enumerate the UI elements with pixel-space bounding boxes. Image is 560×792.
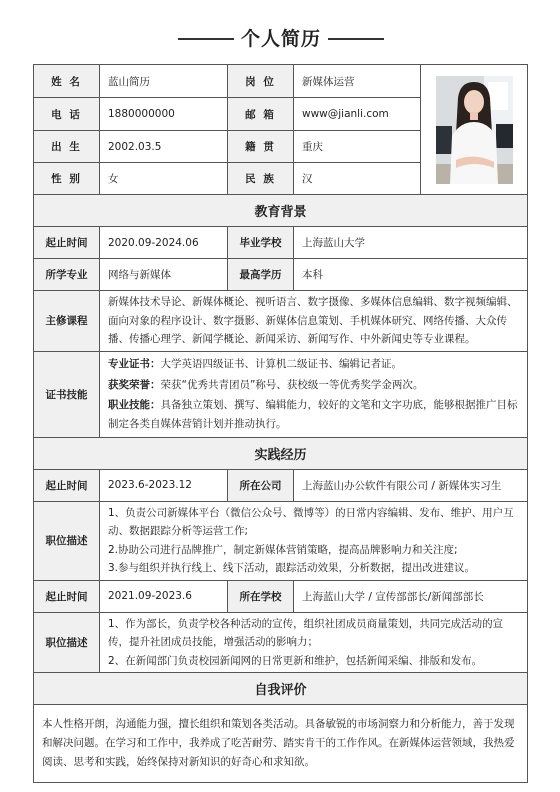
practice-section-title: 实践经历 (34, 437, 528, 469)
origin-label: 籍 贯 (228, 131, 294, 163)
gender-label: 性 别 (34, 163, 100, 195)
honor-title: 获奖荣誉： (108, 378, 161, 391)
practice-2-period-value: 2021.09-2023.6 (100, 580, 228, 612)
practice-2-org-label: 所在学校 (228, 580, 294, 612)
practice-1-period-label: 起止时间 (34, 469, 100, 501)
row-self-eval (34, 705, 528, 783)
phone-label: 电 话 (34, 98, 100, 131)
ability-title: 职业技能： (108, 399, 161, 411)
courses-cell (100, 291, 528, 352)
cert-text: 大学英语四级证书、计算机二级证书、编辑记者证。 (160, 358, 402, 370)
email-value: www@jianli.com (294, 98, 421, 131)
school-value: 上海蓝山大学 (294, 227, 528, 259)
profile-photo (436, 76, 513, 184)
cert-title: 专业证书： (108, 358, 161, 370)
phone-value: 1880000000 (100, 98, 228, 131)
row-practice-1-period (34, 469, 528, 501)
practice-2-line-1: 1、作为部长，负责学校各种活动的宣传，组织社团成员商量策划，共同完成活动的宣传，提升社团成员技能，增强活动的影响力； (108, 617, 504, 648)
skills-label: 证书技能 (34, 351, 100, 437)
row-edu-period (34, 227, 528, 259)
profile-photo-cell (421, 65, 528, 195)
row-practice-1-desc (34, 501, 528, 580)
gender-value: 女 (100, 163, 228, 195)
practice-1-period-value: 2023.6-2023.12 (100, 469, 228, 501)
birth-value: 2002.03.5 (100, 131, 228, 163)
practice-1-org-label: 所在公司 (228, 469, 294, 501)
name-label: 姓 名 (34, 65, 100, 98)
honor-text: 荣获“优秀共青团员”称号、获校级一等优秀奖学金两次。 (160, 378, 424, 391)
position-value: 新媒体运营 (294, 65, 421, 98)
courses-text: 新媒体技术导论、新媒体概论、视听语言、数字摄像、多媒体信息编辑、数字视频编辑、面向对象的程序设计、数字摄影、新媒体信息策划、手机媒体研究、网络传播、大众传播、传播心理学、新闻学概论、新闻采访、新闻写作、中外新闻史等专业课程。 (108, 296, 518, 345)
practice-section-row (34, 437, 528, 469)
school-label: 毕业学校 (228, 227, 294, 259)
cert-line (108, 353, 519, 376)
row-practice-2-desc (34, 612, 528, 673)
resume-header (0, 24, 560, 54)
ethnic-value: 汉 (294, 163, 421, 195)
row-skills (34, 351, 528, 437)
birth-label: 出 生 (34, 131, 100, 163)
practice-1-line-1: 1、负责公司新媒体平台（微信公众号、微博等）的日常内容编辑、发布、维护、用户互动、数据跟踪分析等运营工作; (108, 506, 514, 537)
origin-value: 重庆 (294, 131, 421, 163)
title-line-right (328, 38, 384, 40)
education-section-title: 教育背景 (34, 195, 528, 227)
practice-1-line-2: 2.协助公司进行品牌推广，制定新媒体营销策略，提高品牌影响力和关注度; (108, 543, 458, 556)
row-courses (34, 291, 528, 352)
major-label: 所学专业 (34, 259, 100, 291)
practice-2-desc-label: 职位描述 (34, 612, 100, 673)
major-value: 网络与新媒体 (100, 259, 228, 291)
row-major (34, 259, 528, 291)
page-title: 个人简历 (240, 28, 321, 50)
practice-1-desc-cell (100, 501, 528, 580)
ability-text: 具备独立策划、撰写、编辑能力，较好的文笔和文字功底，能够根据推广目标制定各类自媒体营销计划并推动执行。 (108, 399, 518, 430)
skills-cell (100, 351, 528, 437)
row-name (34, 65, 528, 98)
honor-line (108, 376, 519, 395)
position-label: 岗 位 (228, 65, 294, 98)
edu-period-label: 起止时间 (34, 227, 100, 259)
ethnic-label: 民 族 (228, 163, 294, 195)
practice-1-line-3: 3.参与组织并执行线上、线下活动，跟踪活动效果，分析数据，提出改进建议。 (108, 562, 476, 574)
name-value: 蓝山简历 (100, 65, 228, 98)
row-practice-2-period (34, 580, 528, 612)
ability-line (108, 394, 519, 435)
practice-1-desc-label: 职位描述 (34, 501, 100, 580)
resume-table (33, 64, 528, 783)
email-label: 邮 箱 (228, 98, 294, 131)
edu-period-value: 2020.09-2024.06 (100, 227, 228, 259)
self-eval-section-title: 自我评价 (34, 673, 528, 705)
practice-2-org-value: 上海蓝山大学 / 宣传部部长/新闻部部长 (294, 580, 528, 612)
degree-label: 最高学历 (228, 259, 294, 291)
self-eval-cell (34, 705, 528, 783)
education-section-row (34, 195, 528, 227)
practice-1-org-value: 上海蓝山办公软件有限公司 / 新媒体实习生 (294, 469, 528, 501)
title-line-left (178, 38, 234, 40)
degree-value: 本科 (294, 259, 528, 291)
courses-label: 主修课程 (34, 291, 100, 352)
self-eval-section-row (34, 673, 528, 705)
self-eval-text: 本人性格开朗，沟通能力强，擅长组织和策划各类活动。具备敏锐的市场洞察力和分析能力，善于发现和解决问题。在学习和工作中，我养成了吃苦耐劳、踏实肯干的工作作风。在新媒体运营领域，我热爱阅读、思考和实践，始终保持对新知识的好奇心和求知欲。 (42, 718, 515, 768)
practice-2-desc-cell (100, 612, 528, 673)
practice-2-line-2: 2、在新闻部门负责校园新闻网的日常更新和维护，包括新闻采编、排版和发布。 (108, 654, 483, 667)
practice-2-period-label: 起止时间 (34, 580, 100, 612)
